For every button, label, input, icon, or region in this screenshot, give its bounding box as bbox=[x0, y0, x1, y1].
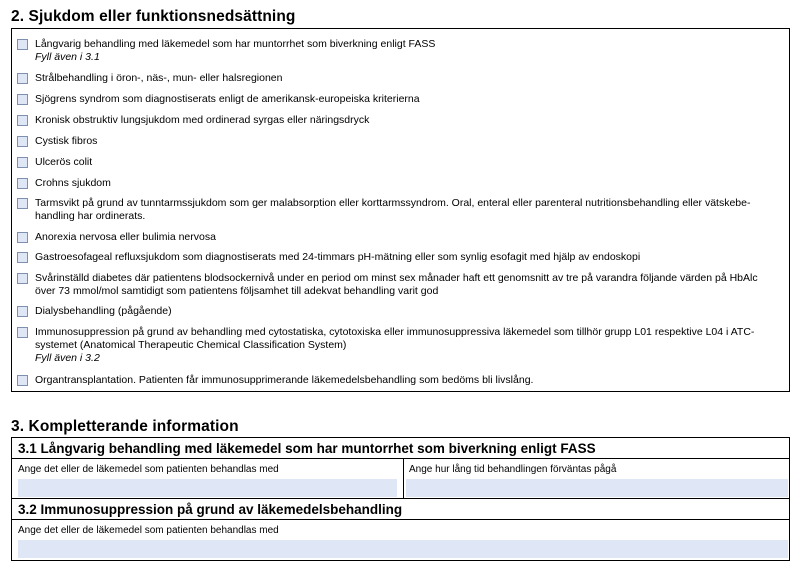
checkbox-label: Anorexia nervosa eller bulimia nervosa bbox=[35, 231, 216, 243]
checkbox-label: Svårinställd diabetes där patientens blodsockernivå under en period om minst sex månader haft ett genomsnitt av tre på varandra följande värden på HbAlc bbox=[35, 272, 758, 284]
treatment-duration-input[interactable] bbox=[406, 479, 788, 497]
checkbox-label: Ulcerös colit bbox=[35, 156, 93, 168]
subsection-3-1-title: 3.1 Långvarig behandling med läkemedel som har muntorrhet som biverkning enligt FASS bbox=[12, 438, 789, 459]
subsection-3-2-title: 3.2 Immunosuppression på grund av läkemedelsbehandling bbox=[12, 498, 789, 520]
checkbox-label: Kronisk obstruktiv lungsjukdom med ordinerad syrgas eller näringsdryck bbox=[35, 114, 370, 126]
immuno-medication-input[interactable] bbox=[18, 540, 788, 558]
checkbox-ulcerative-colitis[interactable] bbox=[17, 157, 28, 168]
checkbox-label: Långvarig behandling med läkemedel som har muntorrhet som biverkning enligt FASS bbox=[35, 38, 436, 50]
checkbox-dry-mouth-medication[interactable] bbox=[17, 39, 28, 50]
checkbox-eating-disorder[interactable] bbox=[17, 232, 28, 243]
fill-in-note: Fyll även i 3.1 bbox=[35, 51, 100, 63]
checkbox-copd[interactable] bbox=[17, 115, 28, 126]
checkbox-label-continued: över 73 mmol/mol samtidigt som patientens följsamhet till adekvat behandling varit god bbox=[35, 285, 439, 297]
checkbox-crohns[interactable] bbox=[17, 178, 28, 189]
medication-field-label: Ange det eller de läkemedel som patienten behandlas med bbox=[18, 464, 279, 475]
checkbox-diabetes[interactable] bbox=[17, 273, 28, 284]
checkbox-label: Tarmsvikt på grund av tunntarmssjukdom som ger malabsorption eller korttarmssyndrom. Oral, enteral eller parenteral nutritionsbehandling eller vätskebe- bbox=[35, 197, 751, 209]
section-3-heading: 3. Kompletterande information bbox=[11, 418, 239, 435]
checkbox-sjogren[interactable] bbox=[17, 94, 28, 105]
checkbox-radiation[interactable] bbox=[17, 73, 28, 84]
immuno-medication-label: Ange det eller de läkemedel som patienten behandlas med bbox=[18, 525, 279, 536]
checkbox-label: Organtransplantation. Patienten får immunosupprimerande läkemedelsbehandling som bedöms bli livslång. bbox=[35, 374, 534, 386]
checkbox-label: Cystisk fibros bbox=[35, 135, 98, 147]
checkbox-label: Sjögrens syndrom som diagnostiserats enligt de amerikansk-europeiska kriterierna bbox=[35, 93, 420, 105]
checkbox-label: Crohns sjukdom bbox=[35, 177, 111, 189]
checkbox-dialysis[interactable] bbox=[17, 306, 28, 317]
field-divider bbox=[403, 459, 404, 498]
checkbox-label: Immunosuppression på grund av behandling med cytostatiska, cytotoxiska eller immunosuppressiva läkemedel som tillhör grupp L01 respektive L04 i ATC- bbox=[35, 326, 755, 338]
checkbox-label: Dialysbehandling (pågående) bbox=[35, 305, 172, 317]
section-2-box bbox=[11, 28, 790, 392]
checkbox-gerd[interactable] bbox=[17, 252, 28, 263]
checkbox-intestinal-failure[interactable] bbox=[17, 198, 28, 209]
checkbox-label: Strålbehandling i öron-, näs-, mun- eller halsregionen bbox=[35, 72, 283, 84]
checkbox-label-continued: handling har ordinerats. bbox=[35, 210, 146, 222]
treatment-duration-label: Ange hur lång tid behandlingen förväntas pågå bbox=[409, 464, 617, 475]
checkbox-label: Gastroesofageal refluxsjukdom som diagnostiserats med 24-timmars pH-mätning eller som synlig esofagit med hjälp av endoskopi bbox=[35, 251, 641, 263]
fill-in-note: Fyll även i 3.2 bbox=[35, 352, 100, 364]
section-3-box bbox=[11, 437, 790, 561]
medication-input[interactable] bbox=[18, 479, 397, 497]
checkbox-label-continued: systemet (Anatomical Therapeutic Chemical Classification System) bbox=[35, 339, 347, 351]
checkbox-organ-transplant[interactable] bbox=[17, 375, 28, 386]
checkbox-immunosuppression[interactable] bbox=[17, 327, 28, 338]
section-2-heading: 2. Sjukdom eller funktionsnedsättning bbox=[11, 8, 296, 25]
checkbox-cystic-fibrosis[interactable] bbox=[17, 136, 28, 147]
